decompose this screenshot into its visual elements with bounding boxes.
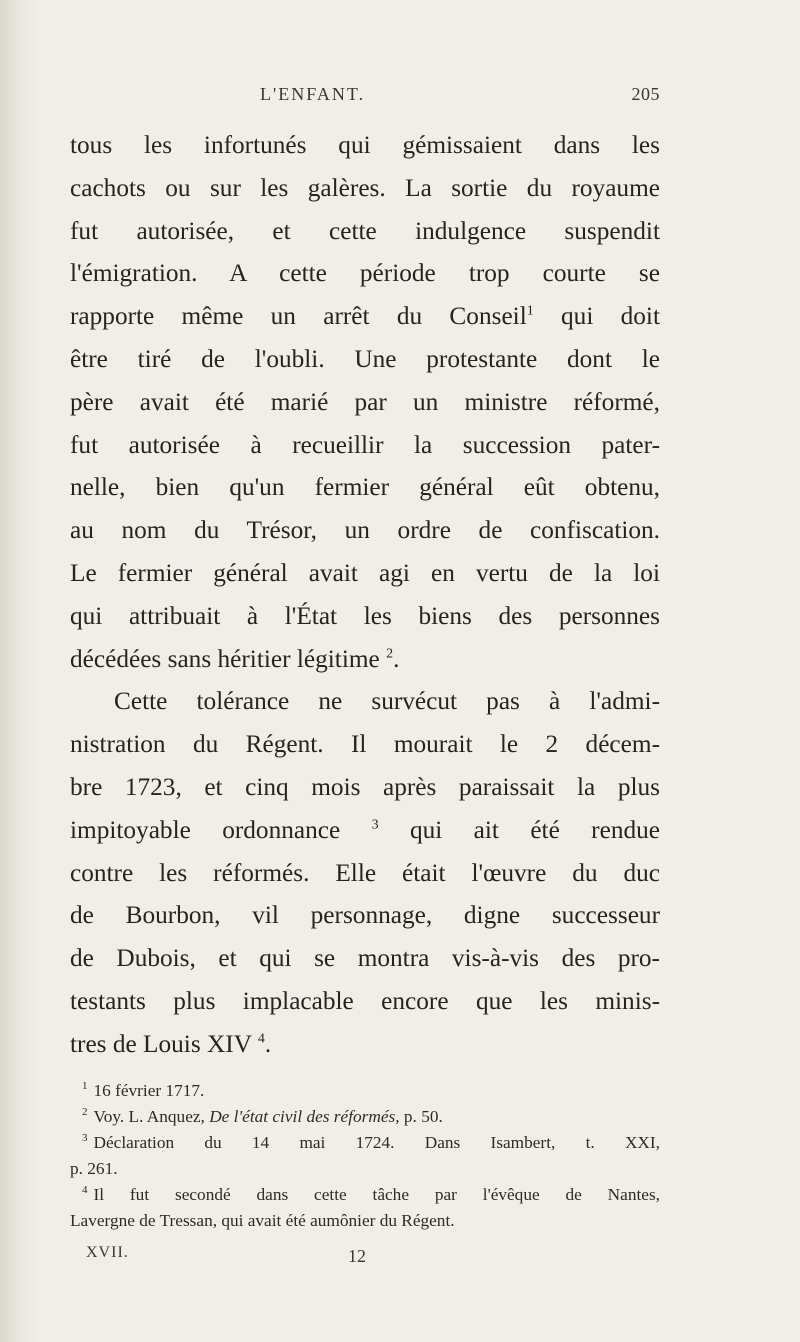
text-line: fut autorisée, et cette indulgence suspendit bbox=[70, 216, 660, 245]
gathering-number: 12 bbox=[348, 1245, 366, 1266]
text-line bbox=[70, 1023, 660, 1066]
footnote-line bbox=[70, 1130, 660, 1156]
text-line: cachots ou sur les galères. La sortie du royaume bbox=[70, 173, 660, 202]
footnote-text: Il fut secondé dans cette tâche par l'évêque de Nantes, bbox=[93, 1184, 660, 1204]
footnote-cited-title: De l'état civil des réformés, bbox=[209, 1106, 400, 1126]
running-title: L'ENFANT. bbox=[260, 84, 366, 104]
signature-mark: XVII. bbox=[86, 1243, 129, 1261]
text-line: tous les infortunés qui gémissaient dans les bbox=[70, 131, 660, 159]
footnote-2 bbox=[70, 1104, 660, 1130]
footnote-line bbox=[70, 1078, 660, 1104]
footnote-text: 16 février 1717. bbox=[93, 1080, 205, 1100]
footnote-ref-1: 1 bbox=[526, 303, 534, 319]
footnote-line: p. 261. bbox=[70, 1158, 118, 1178]
text-line: de Dubois, et qui se montra vis-à-vis des pro- bbox=[70, 944, 660, 973]
footnote-line bbox=[70, 1182, 660, 1208]
text-fragment: . bbox=[264, 1029, 272, 1058]
text-fragment: qui ait été rendue bbox=[409, 815, 660, 844]
footnotes bbox=[70, 1078, 660, 1234]
text-line bbox=[70, 638, 660, 681]
text-fragment: impitoyable ordonnance bbox=[70, 815, 341, 844]
footnote-ref-2: 2 bbox=[386, 646, 394, 662]
signature-row bbox=[70, 1244, 660, 1274]
body-text bbox=[70, 124, 660, 1066]
text-line: nelle, bien qu'un fermier général eût obtenu, bbox=[70, 473, 660, 502]
text-line: qui attribuait à l'État les biens des personnes bbox=[70, 601, 660, 630]
footnote-1 bbox=[70, 1078, 660, 1104]
text-line: bre 1723, et cinq mois après paraissait la plus bbox=[70, 772, 660, 801]
text-line: contre les réformés. Elle était l'œuvre du duc bbox=[70, 858, 660, 887]
text-fragment: tres de Louis XIV bbox=[70, 1029, 252, 1058]
book-page bbox=[70, 84, 660, 1274]
text-line: Cette tolérance ne survécut pas à l'admi- bbox=[114, 687, 660, 716]
text-line: au nom du Trésor, un ordre de confiscation. bbox=[70, 516, 660, 545]
running-head bbox=[70, 84, 660, 114]
text-fragment: décédées sans héritier légitime bbox=[70, 644, 380, 673]
text-line: de Bourbon, vil personnage, digne successeur bbox=[70, 901, 660, 930]
text-line bbox=[70, 295, 660, 338]
footnote-ref-3: 3 bbox=[371, 817, 379, 833]
text-line: nistration du Régent. Il mourait le 2 décem- bbox=[70, 730, 660, 759]
text-line bbox=[70, 809, 660, 852]
footnote-text: Voy. L. Anquez, bbox=[93, 1106, 205, 1126]
text-fragment: rapporte même un arrêt du Conseil bbox=[70, 302, 527, 331]
footnote-mark: 3 bbox=[82, 1131, 88, 1144]
paragraph-1 bbox=[70, 124, 660, 680]
footnote-mark: 4 bbox=[82, 1183, 88, 1196]
text-line: père avait été marié par un ministre réformé, bbox=[70, 387, 660, 416]
page-edge-shadow bbox=[0, 0, 40, 1342]
footnote-4 bbox=[70, 1182, 660, 1234]
footnote-text: p. 50. bbox=[403, 1106, 443, 1126]
text-fragment: qui doit bbox=[561, 302, 660, 331]
text-line: être tiré de l'oubli. Une protestante dont le bbox=[70, 344, 660, 373]
text-line: l'émigration. A cette période trop courte se bbox=[70, 259, 660, 288]
text-fragment: . bbox=[393, 644, 400, 673]
page-number: 205 bbox=[631, 84, 660, 104]
paragraph-2 bbox=[70, 680, 660, 1065]
footnote-3 bbox=[70, 1130, 660, 1182]
footnote-line bbox=[70, 1104, 660, 1130]
footnote-text: Déclaration du 14 mai 1724. Dans Isambert, t. XXI, bbox=[93, 1132, 660, 1152]
footnote-mark: 1 bbox=[82, 1079, 88, 1092]
text-line: fut autorisée à recueillir la succession pater- bbox=[70, 430, 660, 459]
text-line: testants plus implacable encore que les minis- bbox=[70, 986, 660, 1015]
footnote-ref-4: 4 bbox=[257, 1031, 265, 1047]
text-line: Le fermier général avait agi en vertu de la loi bbox=[70, 558, 660, 587]
footnote-line: Lavergne de Tressan, qui avait été aumônier du Régent. bbox=[70, 1210, 455, 1230]
footnote-mark: 2 bbox=[82, 1105, 88, 1118]
